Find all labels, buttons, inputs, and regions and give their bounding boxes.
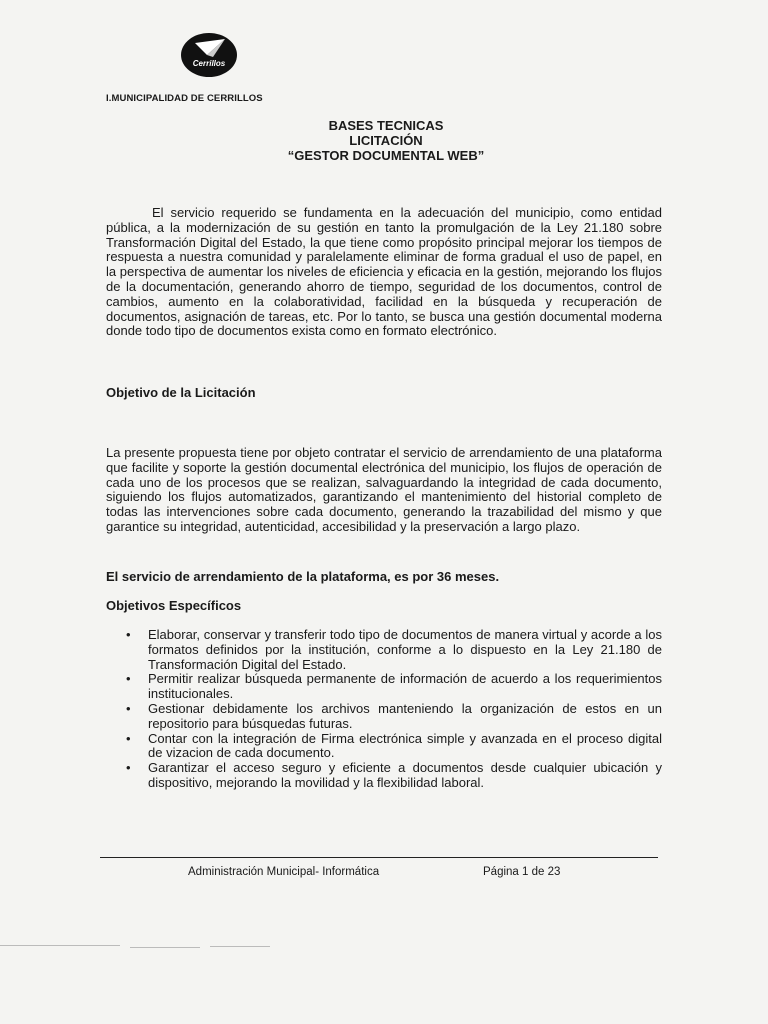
- document-title-line-2: LICITACIÓN: [349, 133, 423, 148]
- municipality-logo: [181, 33, 237, 77]
- list-item: • Gestionar debidamente los archivos manteniendo la organización de estos en un repositorio para búsquedas futuras.: [126, 700, 662, 731]
- scan-artifact: [0, 945, 120, 946]
- bullet-icon: •: [126, 730, 131, 746]
- specific-objectives-list: [106, 628, 662, 791]
- objective-paragraph: La presente propuesta tiene por objeto contratar el servicio de arrendamiento de una plataforma que facilite y soporte la gestión documental electrónica del municipio, los flujos de operación de cada uno de los procesos que se realizan, salvaguardando la integridad de cada documento, siguiendo los flujos automatizados, garantizando el mantenimiento del historial completo de todas las intervenciones sobre cada documento, generando la trazabilidad del mismo y que garantice su integridad, autenticidad, accesibilidad y la preservación a largo plazo.: [106, 445, 662, 534]
- bullet-icon: •: [126, 627, 131, 642]
- plane-icon: [181, 33, 237, 77]
- page-number: Página 1 de 23: [483, 866, 561, 878]
- rental-statement: El servicio de arrendamiento de la plataforma, es por 36 meses.: [106, 569, 500, 584]
- list-item: • Contar con la integración de Firma electrónica simple y avanzada en el proceso digital de vizacion de cada documento.: [126, 730, 662, 761]
- logo-text: Cerrillos: [192, 59, 226, 68]
- scan-artifact: [130, 947, 200, 948]
- bullet-icon: •: [126, 671, 131, 687]
- list-item: • Permitir realizar búsqueda permanente de información de acuerdo a los requerimientos institucionales.: [126, 671, 662, 702]
- document-title-line-1: BASES TECNICAS: [328, 118, 444, 133]
- list-item: • Elaborar, conservar y transferir todo tipo de documentos de manera virtual y acorde a los formatos definidos por la institución, conforme a lo dispuesto en la Ley 21.180 de Transformación Digital del Estado.: [126, 627, 662, 672]
- objective-heading: Objetivo de la Licitación: [106, 385, 256, 400]
- document-title-line-3: “GESTOR DOCUMENTAL WEB”: [287, 148, 485, 163]
- list-item: • Garantizar el acceso seguro y eficiente a documentos desde cualquier ubicación y dispositivo, mejorando la movilidad y la flexibilidad laboral.: [126, 760, 662, 790]
- bullet-icon: •: [126, 760, 131, 776]
- scan-artifact: [210, 946, 270, 947]
- intro-paragraph: El servicio requerido se fundamenta en la adecuación del municipio, como entidad pública, a la modernización de su gestión en tanto la promulgación de la Ley 21.180 sobre Transformación Digital del Estado, la que tiene como propósito principal mejorar los tiempos de respuesta a nuestra comunidad y paralelamente eliminar de forma gradual el uso de papel, en la perspectiva de aumentar los niveles de eficiencia y eficacia en la gestión, mejorando los flujos de la documentación, generando ahorro de tiempo, seguridad de los documentos, control de cambios, aumento en la colaboratividad, facilidad en la búsqueda y recuperación de documentos, asignación de tareas, etc. Por lo tanto, se busca una gestión documental moderna donde todo tipo de documentos exista como en formato electrónico.: [106, 205, 662, 339]
- footer-department: Administración Municipal- Informática: [188, 866, 380, 878]
- bullet-icon: •: [126, 700, 131, 716]
- footer-divider: [100, 857, 658, 858]
- municipality-name: I.MUNICIPALIDAD DE CERRILLOS: [106, 93, 263, 104]
- specific-objectives-heading: Objetivos Específicos: [106, 598, 242, 613]
